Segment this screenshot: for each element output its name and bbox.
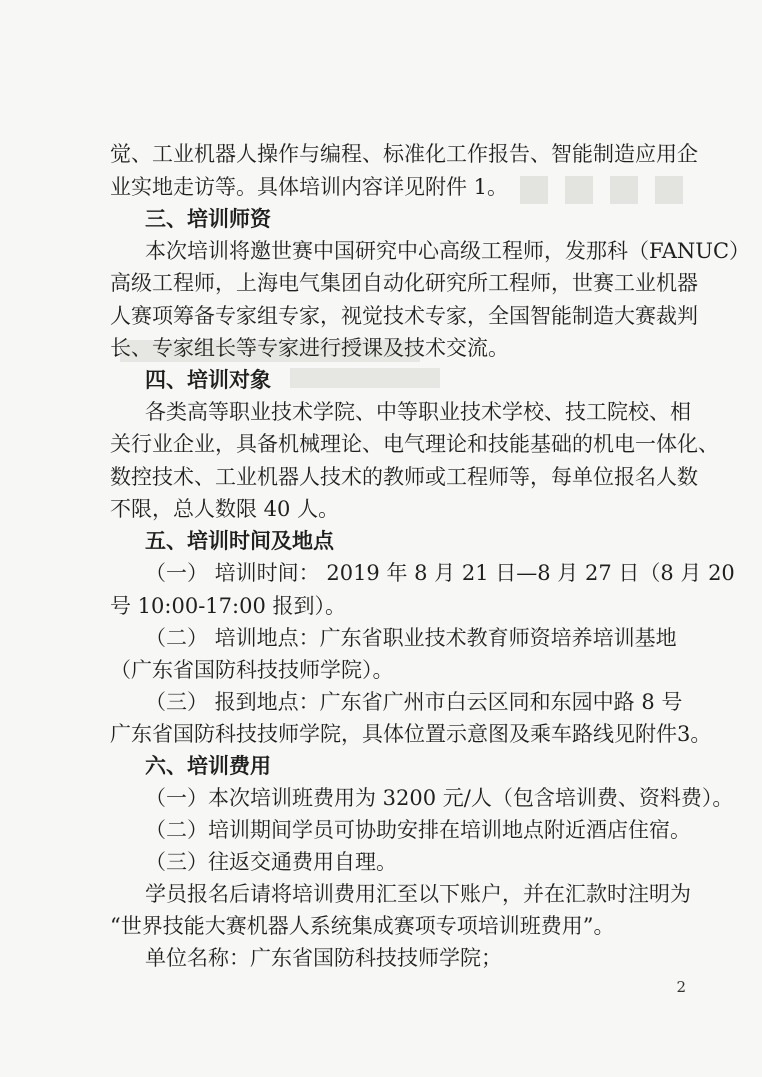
body-line-19: （三）往返交通费用自理。	[145, 850, 397, 874]
body-line-4: 高级工程师，上海电气集团自动化研究所工程师，世赛工业机器	[110, 271, 698, 295]
body-line-22: 单位名称：广东省国防科技技师学院；	[145, 946, 502, 970]
body-line-14: （广东省国防科技技师学院）。	[110, 658, 394, 682]
body-line-6: 长、专家组长等专家进行授课及技术交流。	[110, 336, 509, 360]
body-line-9: 数控技术、工业机器人技术的教师或工程师等，每单位报名人数	[110, 465, 698, 489]
body-line-8: 关行业企业，具备机械理论、电气理论和技能基础的机电一体化、	[110, 432, 719, 456]
page-number: 2	[676, 978, 686, 996]
body-line-21: “世界技能大赛机器人系统集成赛项专项培训班费用”。	[110, 914, 615, 938]
section-heading-3: 三、培训师资	[145, 207, 271, 231]
body-line-13: （二） 培训地点：广东省职业技术教育师资培养培训基地	[145, 626, 677, 650]
body-line-11: （一） 培训时间： 2019 年 8 月 21 日—8 月 27 日（8 月 20	[145, 561, 735, 585]
body-line-20: 学员报名后请将培训费用汇至以下账户，并在汇款时注明为	[145, 882, 691, 906]
body-line-15: （三） 报到地点：广东省广州市白云区同和东园中路 8 号	[145, 690, 683, 714]
body-line-7: 各类高等职业技术学院、中等职业技术学校、技工院校、相	[145, 400, 691, 424]
body-line-2: 业实地走访等。具体培训内容详见附件 1。	[110, 175, 509, 199]
body-line-5: 人赛项筹备专家组专家，视觉技术专家，全国智能制造大赛裁判	[110, 304, 698, 328]
body-line-1: 觉、工业机器人操作与编程、标准化工作报告、智能制造应用企	[110, 142, 698, 166]
body-line-12: 号 10:00-17:00 报到）。	[110, 594, 346, 618]
body-line-17: （一）本次培训班费用为 3200 元/人（包含培训费、资料费）。	[145, 786, 734, 810]
body-line-3: 本次培训将邀世赛中国研究中心高级工程师，发那科（FANUC）	[145, 239, 751, 263]
section-heading-5: 五、培训时间及地点	[145, 529, 334, 553]
body-line-18: （二）培训期间学员可协助安排在培训地点附近酒店住宿。	[145, 818, 691, 842]
section-heading-6: 六、培训费用	[145, 754, 271, 778]
body-line-16: 广东省国防科技技师学院，具体位置示意图及乘车路线见附件3。	[110, 722, 712, 746]
section-heading-4: 四、培训对象	[145, 368, 271, 392]
body-line-10: 不限，总人数限 40 人。	[110, 497, 340, 521]
